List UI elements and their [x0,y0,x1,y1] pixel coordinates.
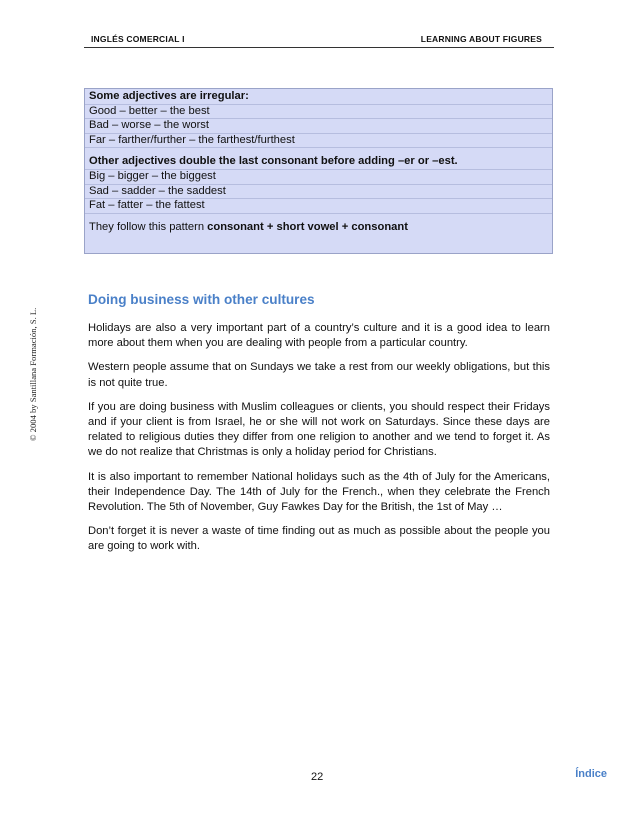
table-heading-irregular: Some adjectives are irregular: [85,90,552,105]
header-left: INGLÉS COMERCIAL I [91,34,185,44]
table-row: Big – bigger – the biggest [85,170,552,185]
paragraph: Don’t forget it is never a waste of time finding out as much as possible about the people you are going to work with. [88,525,550,553]
index-link[interactable]: Índice [575,768,607,780]
main-content [88,292,550,564]
table-row: Fat – fatter – the fattest [85,199,552,214]
header-right: LEARNING ABOUT FIGURES [420,34,542,44]
table-row: Sad – sadder – the saddest [85,185,552,200]
paragraph: Western people assume that on Sundays we take a rest from our weekly obligations, but this is not quite true. [88,361,550,389]
header-rule [84,47,554,48]
table-row: Far – farther/further – the farthest/furthest [85,134,552,149]
paragraph: Holidays are also a very important part of a country’s culture and it is a good idea to learn more about them when you are dealing with people from a particular country. [88,322,550,350]
pattern-intro: They follow this pattern [89,220,208,233]
paragraph: If you are doing business with Muslim colleagues or clients, you should respect their Fridays and if your client is from Israel, he or she will not work on Saturdays. Since these days are related to religious duties they differ from one religion to another and we tend to forget it. As we do not realize that Christmas is only a holiday period for Christians. [88,400,550,459]
adjectives-table [84,88,553,254]
table-row: Bad – worse – the worst [85,119,552,134]
pattern-rule: consonant + short vowel + consonant [207,220,408,233]
page-number: 22 [311,771,324,783]
table-row: Good – better – the best [85,105,552,120]
copyright-note: © 2004 by Santillana Formación, S. L. [28,307,38,441]
paragraph: It is also important to remember National holidays such as the 4th of July for the Americans, their Independence Day. The 14th of July for the French., when they celebrate the French Revolution. The 5th of November, Guy Fawkes Day for the British, the 1st of May … [88,470,550,514]
table-heading-double: Other adjectives double the last consonant before adding –er or –est. [85,155,552,170]
table-pattern-row [85,221,552,235]
section-title: Doing business with other cultures [88,292,315,307]
